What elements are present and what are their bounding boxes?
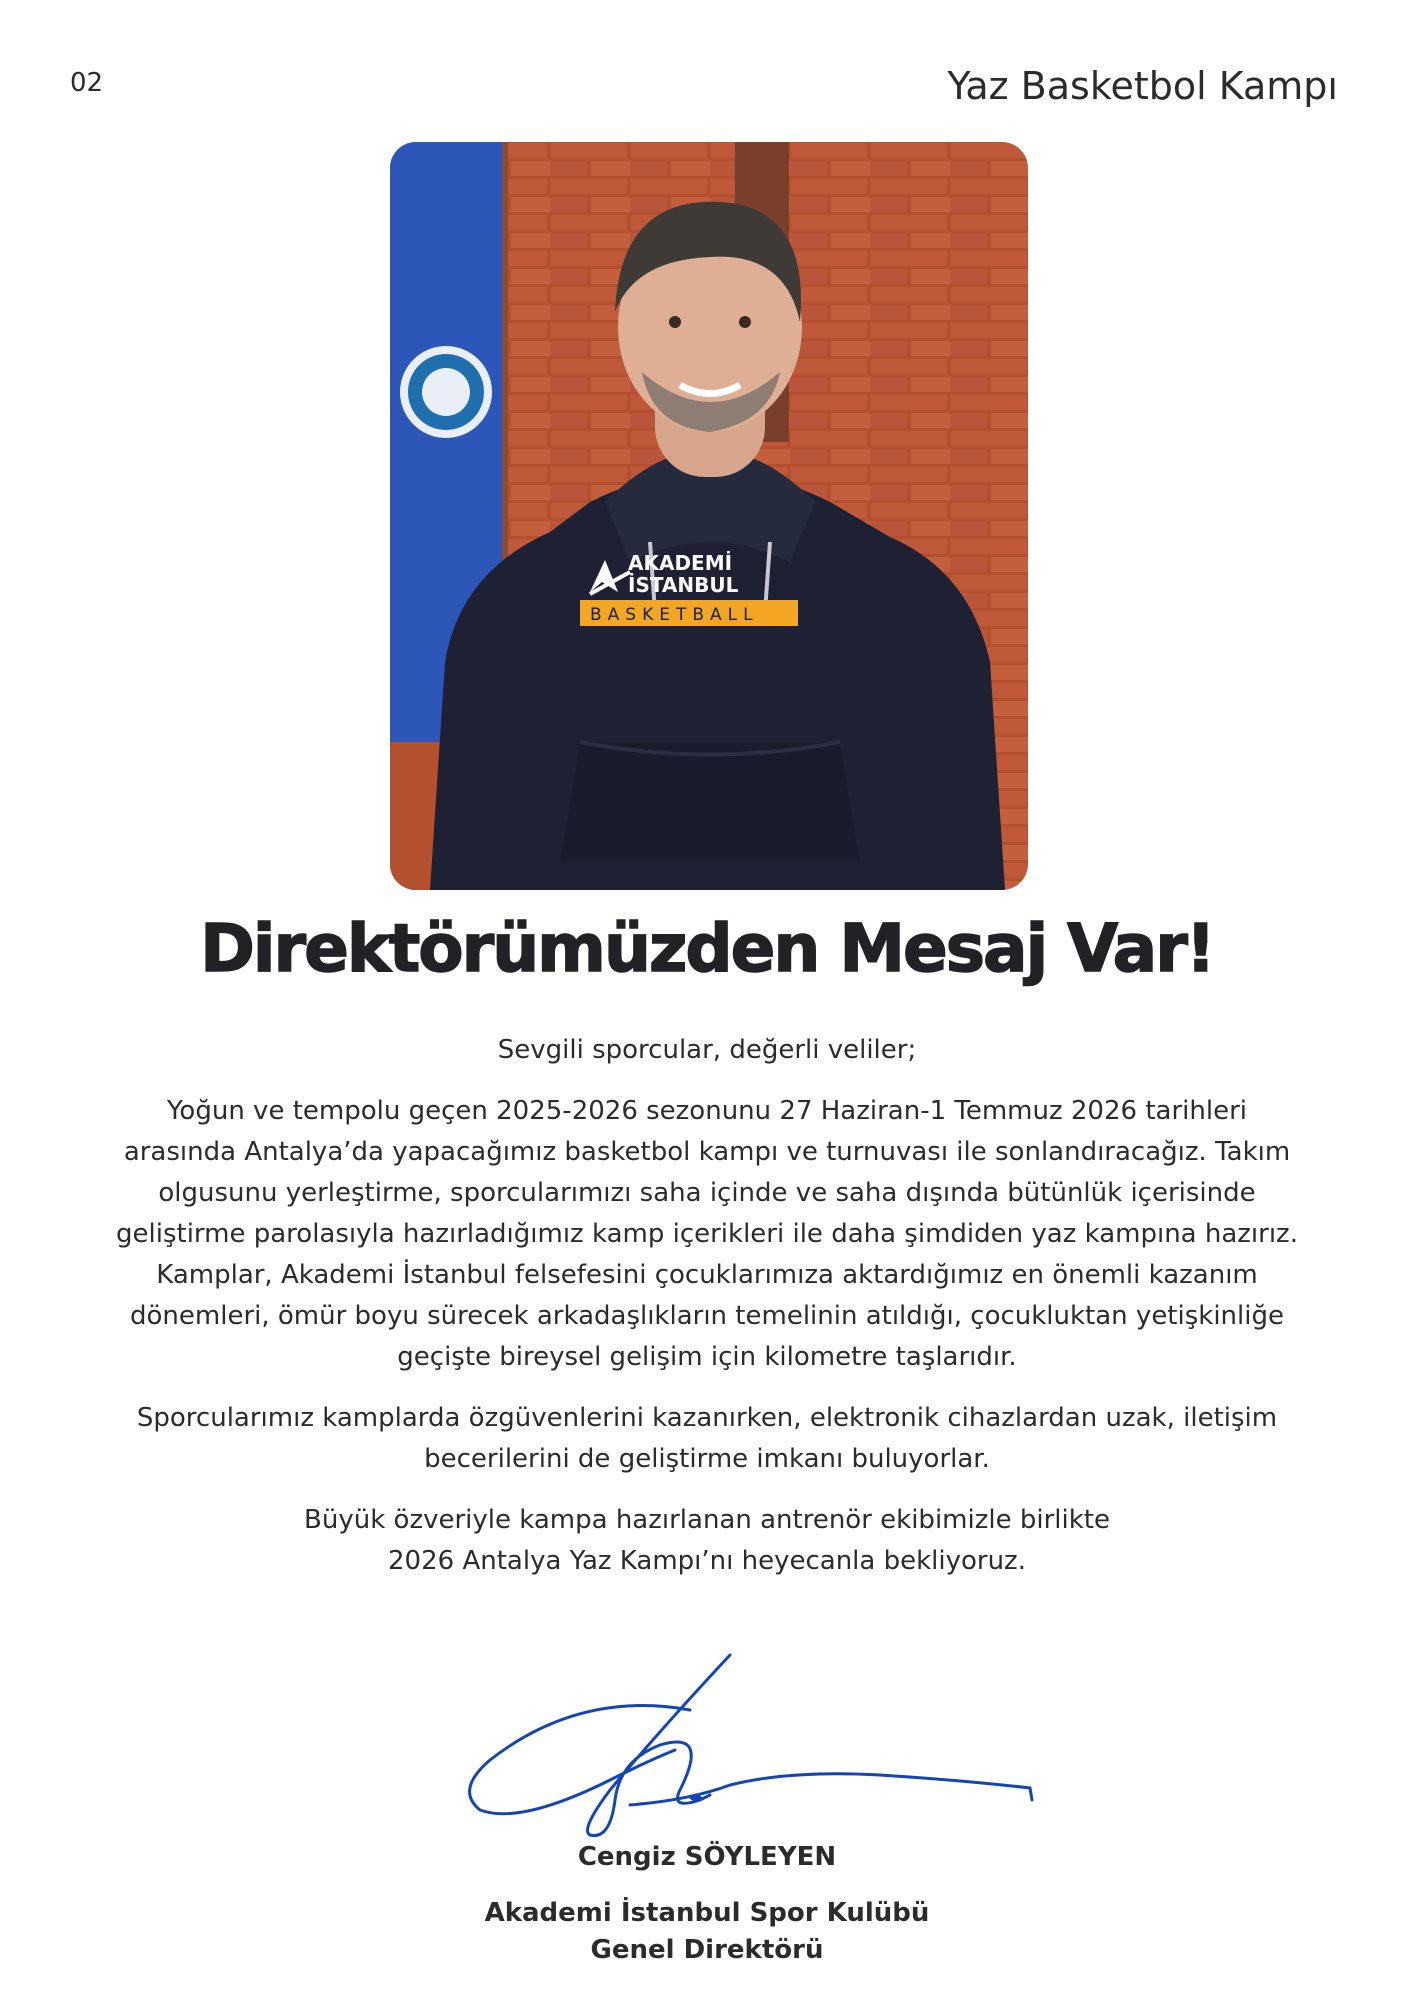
page-title: Direktörümüzden Mesaj Var! — [200, 910, 1214, 987]
hoodie-logo-line2: İSTANBUL — [628, 573, 739, 597]
message-paragraph-4-line-2: 2026 Antalya Yaz Kampı’nı heyecanla bekliyoruz. — [388, 1546, 1026, 1576]
hoodie-logo-line1: AKADEMİ — [628, 551, 733, 575]
signatory-organization: Akademi İstanbul Spor Kulübü — [484, 1898, 930, 1928]
page-number: 02 — [70, 68, 104, 98]
handwritten-signature — [460, 1650, 1040, 1854]
hoodie-logo-line3: BASKETBALL — [590, 605, 759, 625]
signatory-title — [0, 1895, 1414, 1969]
message-paragraph-3: Sporcularımız kamplarda özgüvenlerini kazanırken, elektronik cihazlardan uzak, iletişim becerilerini de geliştirme imkanı buluyorlar. — [136, 1403, 1278, 1474]
message-paragraph-2: Kamplar, Akademi İstanbul felsefesini çocuklarımıza aktardığımız en önemli kazanım dönemleri, ömür boyu sürecek arkadaşlıkların temelinin atıldığı, çocukluktan yetişkinliğe geçişte bireysel gelişim için kilometre taşlarıdır. — [130, 1260, 1284, 1372]
header-title: Yaz Basketbol Kampı — [947, 64, 1338, 108]
wall-emblem-icon — [400, 346, 492, 438]
signatory-role: Genel Direktörü — [590, 1935, 824, 1965]
greeting: Sevgili sporcular, değerli veliler; — [497, 1035, 917, 1065]
director-photo — [390, 142, 1028, 890]
signatory-name: Cengiz SÖYLEYEN — [577, 1842, 837, 1872]
message-paragraph-4-line-1: Büyük özveriyle kampa hazırlanan antrenör ekibimizle birlikte — [304, 1505, 1110, 1535]
director-message — [110, 1030, 1304, 1582]
message-paragraph-1: Yoğun ve tempolu geçen 2025-2026 sezonunu 27 Haziran-1 Temmuz 2026 tarihleri arasında Antalya’da yapacağımız basketbol kampı ve turnuvası ile sonlandıracağız. Takım olgusunu yerleştirme, sporcularımızı saha içinde ve saha dışında bütünlük içerisinde geliştirme parolasıyla hazırladığımız kamp içerikleri ile daha şimdiden yaz kampına hazırız. — [116, 1096, 1298, 1249]
